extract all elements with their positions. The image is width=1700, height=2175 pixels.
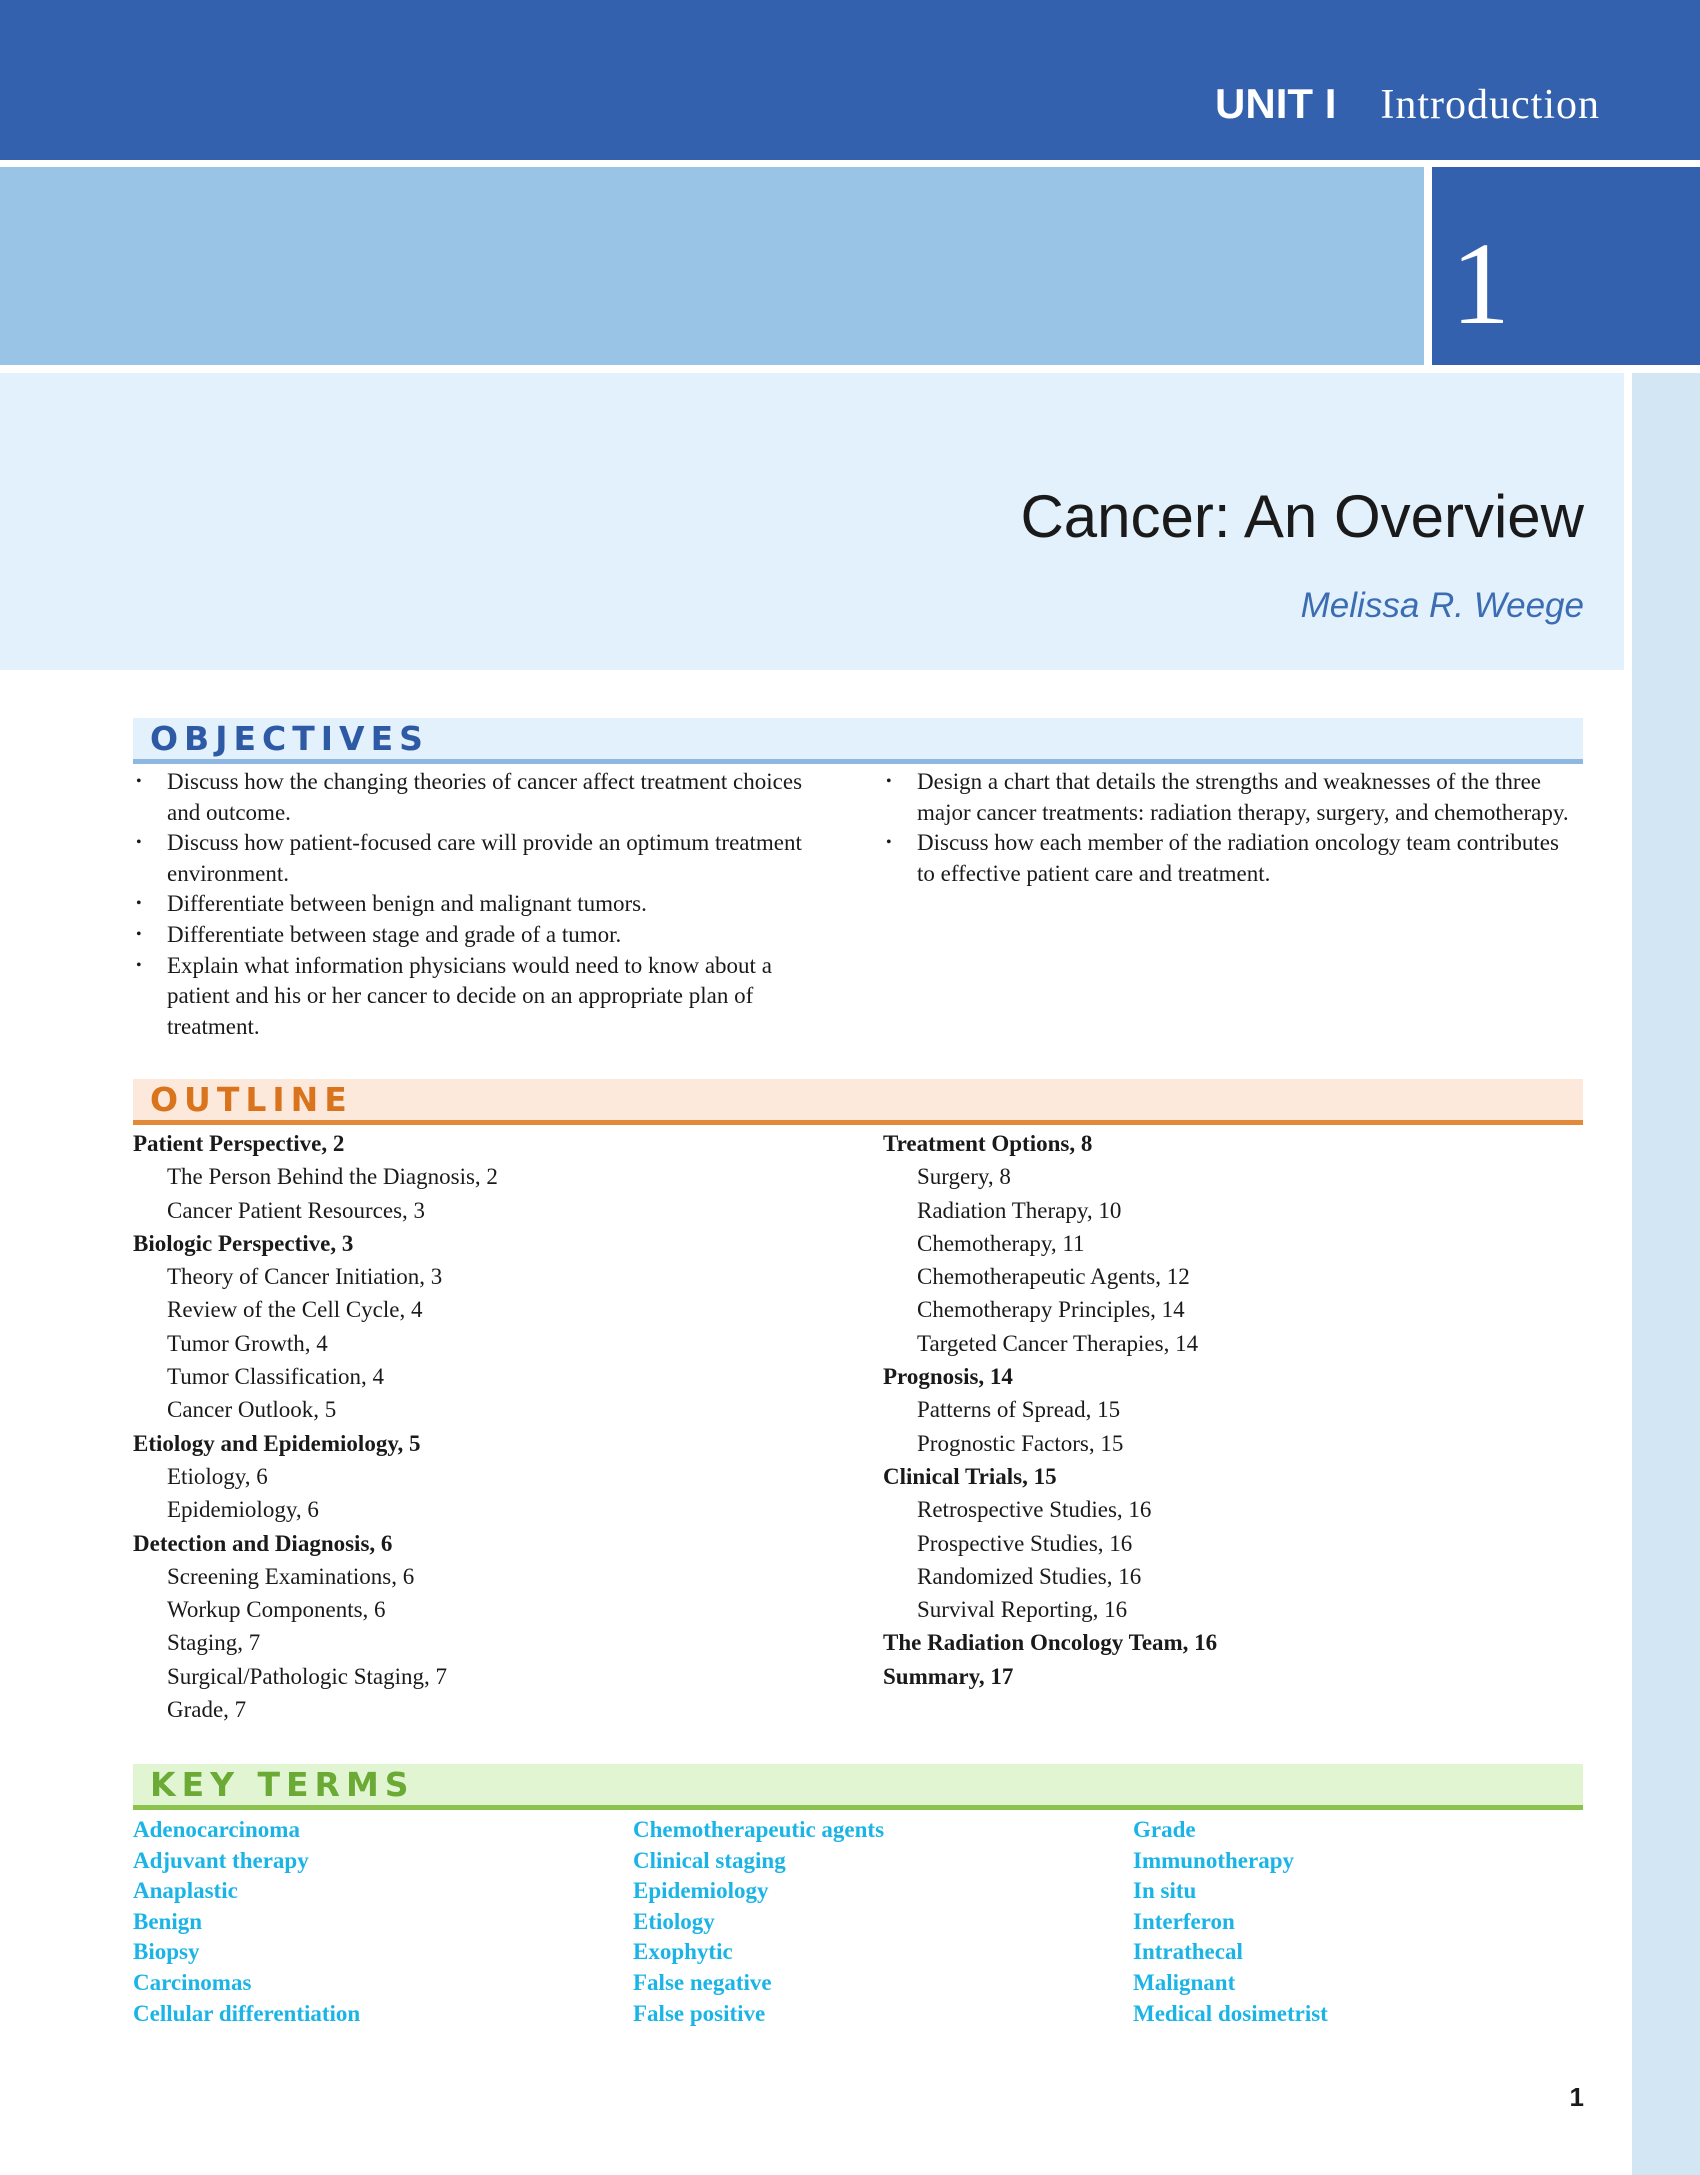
outline-subsection: Prospective Studies, 16 [917, 1530, 1133, 1556]
objective-item: • Discuss how patient-focused care will provide an optimum treatment environment. [133, 828, 823, 889]
outline-section-title: Clinical Trials, 15 [883, 1463, 1057, 1489]
outline-subsection: Survival Reporting, 16 [917, 1597, 1128, 1623]
outline-subsection: Retrospective Studies, 16 [917, 1497, 1152, 1523]
outline-subsection: Grade, 7 [167, 1697, 247, 1723]
unit-heading [1215, 80, 1600, 140]
key-term: Exophytic [633, 1939, 733, 1965]
outline-subsection: Targeted Cancer Therapies, 14 [917, 1330, 1199, 1356]
outline-column-right [883, 1127, 1583, 1693]
objectives-heading [133, 718, 1583, 760]
outline-subsection: Surgery, 8 [917, 1164, 1011, 1190]
unit-label: UNIT I [1215, 80, 1337, 127]
outline-heading-rule [133, 1120, 1583, 1125]
objectives-list-left [133, 767, 823, 1042]
outline-subsection: The Person Behind the Diagnosis, 2 [167, 1164, 498, 1190]
outline-subsection: Etiology, 6 [167, 1463, 268, 1489]
objective-item: • Design a chart that details the strengths and weaknesses of the three major cancer treatments: radiation therapy, surgery, and chemotherapy. [883, 767, 1573, 828]
key-term: Anaplastic [133, 1878, 238, 1904]
outline-subsection: Epidemiology, 6 [167, 1497, 319, 1523]
objective-item: • Differentiate between stage and grade of a tumor. [133, 920, 823, 951]
key-term: Biopsy [133, 1939, 200, 1965]
chapter-number: 1 [1451, 218, 1510, 349]
outline-subsection: Patterns of Spread, 15 [917, 1397, 1121, 1423]
key-term: Malignant [1133, 1969, 1236, 1995]
outline-section-title: Detection and Diagnosis, 6 [133, 1530, 393, 1556]
outline-section-title: Patient Perspective, 2 [133, 1131, 345, 1156]
outline-subsection: Chemotherapy Principles, 14 [917, 1297, 1185, 1323]
outline-subsection: Surgical/Pathologic Staging, 7 [167, 1663, 448, 1689]
outline-section-title: Etiology and Epidemiology, 5 [133, 1430, 421, 1456]
key-term: Clinical staging [633, 1847, 786, 1873]
objectives-list-right [883, 767, 1573, 889]
key-term: Carcinomas [133, 1969, 252, 1995]
key-term: Cellular differentiation [133, 2000, 361, 2026]
objective-item: • Discuss how each member of the radiation oncology team contributes to effective patient care and treatment. [883, 828, 1573, 889]
key-term: Medical dosimetrist [1133, 2000, 1328, 2026]
outline-subsection: Cancer Outlook, 5 [167, 1397, 337, 1423]
key-term: False positive [633, 2000, 766, 2026]
outline-subsection: Workup Components, 6 [167, 1597, 386, 1623]
outline-subsection: Cancer Patient Resources, 3 [167, 1197, 426, 1223]
outline-subsection: Radiation Therapy, 10 [917, 1197, 1122, 1223]
outline-subsection: Theory of Cancer Initiation, 3 [167, 1264, 443, 1290]
chapter-band [0, 167, 1424, 365]
page-number: 1 [1569, 2082, 1584, 2112]
key-term: Benign [133, 1908, 203, 1934]
key-terms-column-3 [1133, 1815, 1613, 2029]
outline-subsection: Randomized Studies, 16 [917, 1563, 1142, 1589]
key-terms-heading-label: KEY TERMS [150, 1765, 415, 1804]
outline-heading-label: OUTLINE [150, 1080, 353, 1119]
outline-section-title: Treatment Options, 8 [883, 1131, 1093, 1156]
objectives-heading-label: OBJECTIVES [150, 719, 429, 758]
key-term: Intrathecal [1133, 1939, 1243, 1965]
key-term: In situ [1133, 1878, 1197, 1904]
outline-subsection: Prognostic Factors, 15 [917, 1430, 1124, 1456]
key-term: False negative [633, 1969, 772, 1995]
outline-subsection: Screening Examinations, 6 [167, 1563, 415, 1589]
key-term: Grade [1133, 1817, 1196, 1842]
author-name: Melissa R. Weege [1300, 586, 1584, 625]
outline-subsection: Tumor Classification, 4 [167, 1364, 385, 1390]
key-term: Interferon [1133, 1908, 1235, 1934]
key-term: Chemotherapeutic agents [633, 1817, 885, 1842]
outline-heading [133, 1079, 1583, 1121]
outline-section-title: The Radiation Oncology Team, 16 [883, 1630, 1218, 1656]
outline-column-left [133, 1127, 833, 1726]
outline-subsection: Chemotherapy, 11 [917, 1230, 1085, 1256]
key-terms-column-1 [133, 1815, 613, 2029]
unit-title: Introduction [1380, 82, 1600, 128]
key-terms-heading-rule [133, 1805, 1583, 1810]
key-term: Immunotherapy [1133, 1847, 1295, 1873]
chapter-title: Cancer: An Overview [1020, 483, 1584, 550]
key-term: Adenocarcinoma [133, 1817, 300, 1842]
outline-section-title: Biologic Perspective, 3 [133, 1230, 354, 1256]
outline-subsection: Review of the Cell Cycle, 4 [167, 1297, 423, 1323]
outline-section-title: Prognosis, 14 [883, 1364, 1013, 1390]
margin-strip [1632, 373, 1700, 2175]
outline-section-title: Summary, 17 [883, 1663, 1014, 1689]
key-term: Adjuvant therapy [133, 1847, 309, 1873]
outline-subsection: Tumor Growth, 4 [167, 1330, 328, 1356]
objective-item: • Discuss how the changing theories of cancer affect treatment choices and outcome. [133, 767, 823, 828]
outline-subsection: Staging, 7 [167, 1630, 261, 1656]
outline-subsection: Chemotherapeutic Agents, 12 [917, 1264, 1190, 1290]
objective-item: • Explain what information physicians would need to know about a patient and his or her cancer to decide on an appropriate plan of treatment. [133, 951, 823, 1043]
key-terms-heading [133, 1764, 1583, 1806]
key-terms-column-2 [633, 1815, 1113, 2029]
key-term: Epidemiology [633, 1878, 769, 1904]
objective-item: • Differentiate between benign and malignant tumors. [133, 889, 823, 920]
objectives-heading-rule [133, 759, 1583, 764]
key-term: Etiology [633, 1908, 715, 1934]
